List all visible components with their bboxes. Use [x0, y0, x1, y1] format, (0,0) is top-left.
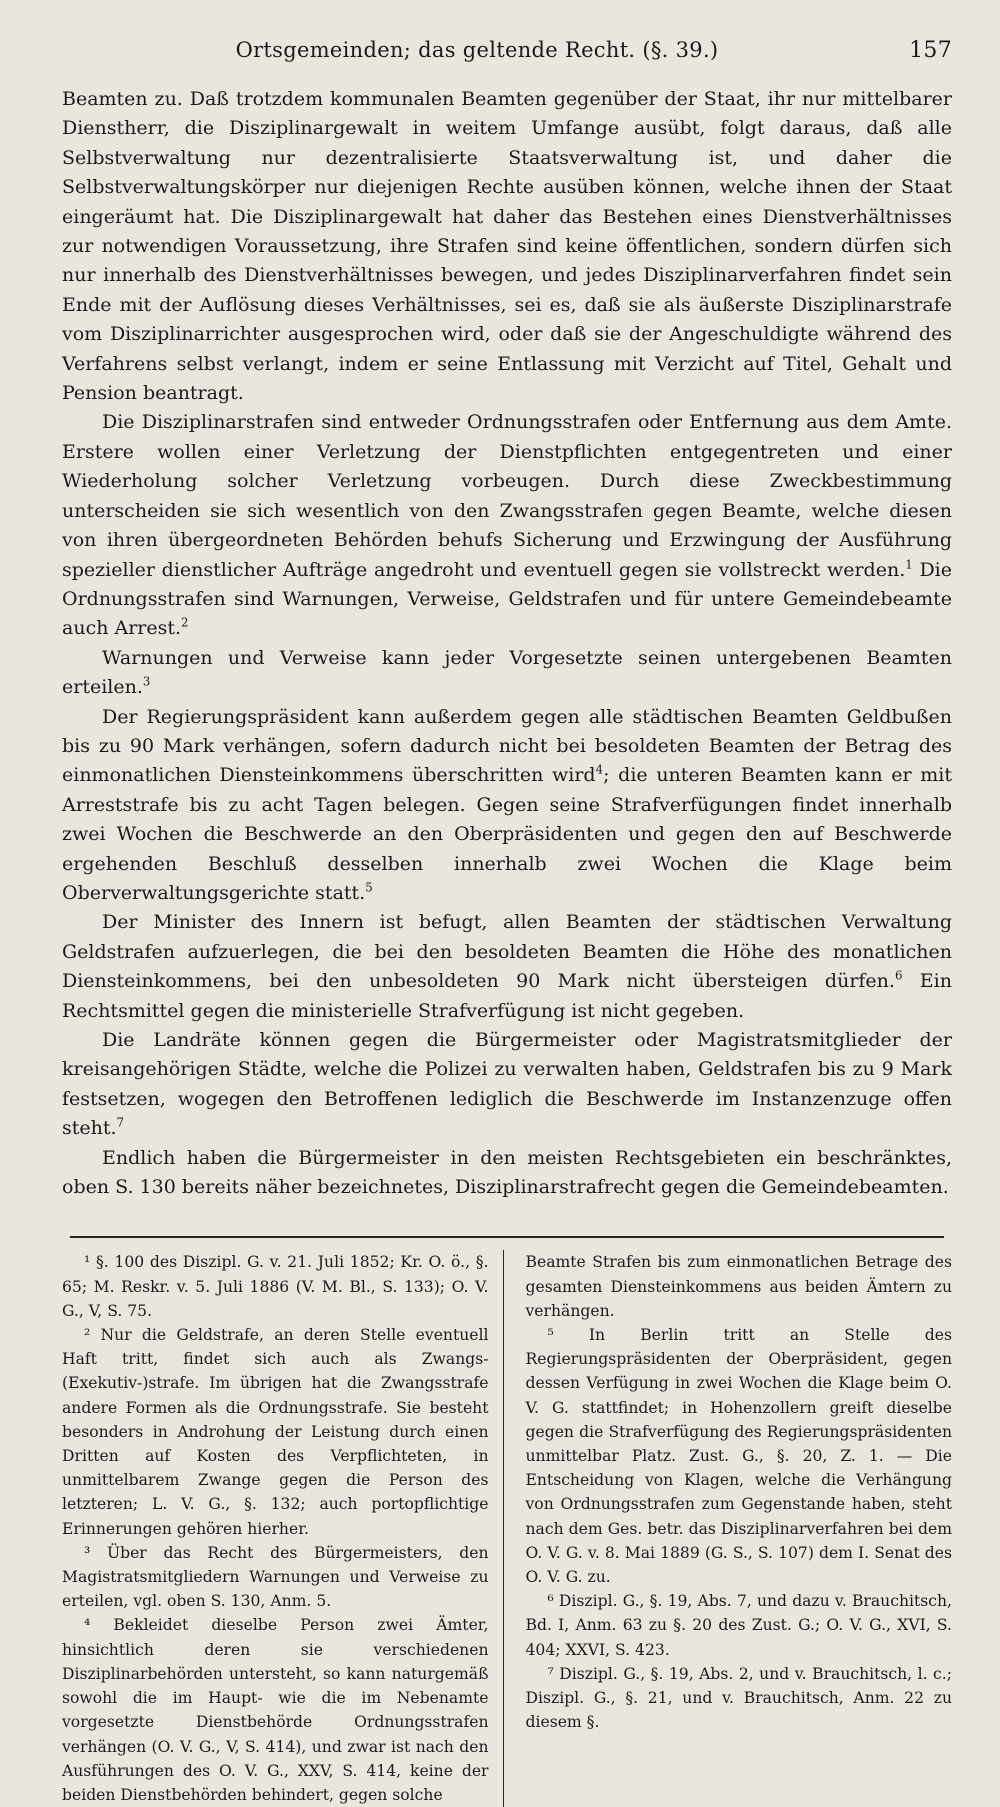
footnotes: [62, 1250, 952, 1807]
footnote-3: ³ Über das Recht des Bürgermeisters, den Magistratsmitgliedern Warnungen und Verweise zu erteilen, vgl. oben S. 130, Anm. 5.: [62, 1543, 489, 1611]
paragraph-7: Endlich haben die Bürgermeister in den meisten Rechtsgebieten ein beschränktes, oben S. 130 bereits näher bezeichnetes, Disziplinarstrafrecht gegen die Gemeindebeamten.: [62, 1146, 952, 1199]
page-header: [62, 38, 952, 63]
paragraph-2: [62, 408, 952, 643]
main-text: [62, 85, 952, 1202]
footnote-ref-5: 5: [365, 880, 373, 895]
paragraph-5-text-b: Ein Rechtsmittel gegen die ministerielle Strafverfügung ist nicht gegeben.: [62, 970, 952, 1022]
footnote-7: ⁷ Diszipl. G., §. 19, Abs. 2, und v. Brauchitsch, l. c.; Diszipl. G., §. 21, und v. Brauchitsch, Anm. 22 zu diesem §.: [525, 1664, 952, 1732]
paragraph-3-text: Warnungen und Verweise kann jeder Vorgesetzte seinen untergebenen Beamten erteilen.: [62, 646, 952, 699]
footnotes-right-column: [526, 1250, 953, 1807]
footnote-ref-7: 7: [116, 1115, 125, 1130]
running-title: Ortsgemeinden; das geltende Recht. (§. 39.): [235, 38, 719, 62]
footnote-ref-1: 1: [905, 557, 913, 572]
paragraph-4: [62, 703, 952, 909]
paragraph-3: [62, 644, 952, 703]
paragraph-4-text: Der Regierungspräsident kann außerdem gegen alle städtischen Beamten Geldbußen bis zu 90 Mark verhängen, sofern dadurch nicht bei besoldeten Beamten der Betrag des einmonatlichen Diensteinkommens überschritten wird: [62, 705, 952, 787]
paragraph-2-text: Die Disziplinarstrafen sind entweder Ordnungsstrafen oder Entfernung aus dem Amte. Erstere wollen einer Verletzung der Dienstpflichten entgegentreten und einer Wiederholung solcher Verletzung vorbeugen. Durch diese Zweckbestimmung unterscheiden sie sich wesentlich von den Zwangsstrafen gegen Beamte, welche diesen von ihren übergeordneten Behörden behufs Sicherung und Erzwingung der Ausführung spezieller dienstlicher Aufträge angedroht und eventuell gegen sie vollstreckt werden.: [62, 411, 952, 581]
footnotes-left-column: [62, 1250, 504, 1807]
page-number: 157: [909, 38, 952, 63]
footnote-ref-4: 4: [595, 763, 604, 778]
footnote-2: ² Nur die Geldstrafe, an deren Stelle eventuell Haft tritt, findet sich auch als Zwangs-(Exekutiv-)strafe. Im übrigen hat die Zwangsstrafe andere Formen als die Ordnungsstrafe. Sie besteht besonders in Androhung der Leistung durch einen Dritten auf Kosten des Verpflichteten, in unmittelbarem Zwange gegen die Person des letzteren; L. V. G., §. 132; auch portopflichtige Erinnerungen gehören hierher.: [62, 1326, 489, 1538]
footnote-1: ¹ §. 100 des Diszipl. G. v. 21. Juli 1852; Kr. O. ö., §. 65; M. Reskr. v. 5. Juli 1886 (V. M. Bl., S. 133); O. V. G., V, S. 75.: [62, 1253, 489, 1320]
paragraph-4-text-b: ; die unteren Beamten kann er mit Arreststrafe bis zu acht Tagen belegen. Gegen seine Strafverfügungen findet innerhalb zwei Wochen die Beschwerde an den Oberpräsidenten und gegen den auf Beschwerde ergehenden Beschluß desselben innerhalb zwei Wochen die Klage beim Oberverwaltungsgerichte statt.: [62, 764, 952, 904]
footnote-5: ⁵ In Berlin tritt an Stelle des Regierungspräsidenten der Oberpräsident, gegen dessen Verfügung in zwei Wochen die Klage beim O. V. G. stattfindet; in Hohenzollern greift dieselbe gegen die Strafverfügung des Regierungspräsidenten unmittelbar Platz. Zust. G., §. 20, Z. 1. — Die Entscheidung von Klagen, welche die Verhängung von Ordnungsstrafen zum Gegenstande haben, steht nach dem Ges. betr. das Disziplinarverfahren bei dem O. V. G. v. 8. Mai 1889 (G. S., S. 107) dem I. Senat des O. V. G. zu.: [525, 1326, 952, 1587]
paragraph-2-text-b: Die Ordnungsstrafen sind Warnungen, Verweise, Geldstrafen und für untere Gemeindebeamte auch Arrest.: [62, 558, 952, 640]
footnote-4-continued: Beamte Strafen bis zum einmonatlichen Betrage des gesamten Diensteinkommens aus beiden Ämtern zu verhängen.: [525, 1253, 952, 1320]
footnote-ref-2: 2: [181, 615, 189, 630]
footnote-ref-6: 6: [894, 968, 903, 983]
paragraph-5-text: Der Minister des Innern ist befugt, allen Beamten der städtischen Verwaltung Geldstrafen aufzuerlegen, die bei den besoldeten Beamten die Höhe des monatlichen Diensteinkommens, bei den unbesoldeten 90 Mark nicht übersteigen dürfen.: [62, 911, 952, 993]
footnote-rule: [70, 1236, 944, 1238]
footnote-6: ⁶ Diszipl. G., §. 19, Abs. 7, und dazu v. Brauchitsch, Bd. I, Anm. 63 zu §. 20 des Zust. G.; O. V. G., XVI, S. 404; XXVI, S. 423.: [525, 1592, 952, 1659]
footnote-ref-3: 3: [142, 674, 151, 689]
paragraph-1: Beamten zu. Daß trotzdem kommunalen Beamten gegenüber der Staat, ihr nur mittelbarer Dienstherr, die Disziplinargewalt in weitem Umfange ausübt, folgt daraus, daß alle Selbstverwaltung nur dezentralisierte Staatsverwaltung ist, und daher die Selbstverwaltungskörper nur diejenigen Rechte ausüben können, welche ihnen der Staat eingeräumt hat. Die Disziplinargewalt hat daher das Bestehen eines Dienstverhältnisses zur notwendigen Voraussetzung, ihre Strafen sind keine öffentlichen, sondern dürfen sich nur innerhalb des Dienstverhältnisses bewegen, und jedes Disziplinarverfahren findet sein Ende mit der Auflösung dieses Verhältnisses, sei es, daß sie als äußerste Disziplinarstrafe vom Disziplinarrichter ausgesprochen wird, oder daß sie der Angeschuldigte während des Verfahrens selbst verlangt, indem er seine Entlassung mit Verzicht auf Titel, Gehalt und Pension beantragt.: [62, 88, 952, 405]
paragraph-5: [62, 908, 952, 1026]
footnote-4: ⁴ Bekleidet dieselbe Person zwei Ämter, hinsichtlich deren sie verschiedenen Disziplinarbehörden untersteht, so kann naturgemäß sowohl die im Haupt- wie die im Nebenamte vorgesetzte Dienstbehörde Ordnungsstrafen verhängen (O. V. G., V, S. 414), und zwar ist nach den Ausführungen des O. V. G., XXV, S. 414, keine der beiden Dienstbehörden behindert, gegen solche: [62, 1616, 489, 1804]
paragraph-6: [62, 1026, 952, 1144]
paragraph-6-text: Die Landräte können gegen die Bürgermeister oder Magistratsmitglieder der kreisangehörigen Städte, welche die Polizei zu verwalten haben, Geldstrafen bis zu 9 Mark festsetzen, wogegen den Betroffenen lediglich die Beschwerde im Instanzenzuge offen steht.: [62, 1029, 952, 1140]
